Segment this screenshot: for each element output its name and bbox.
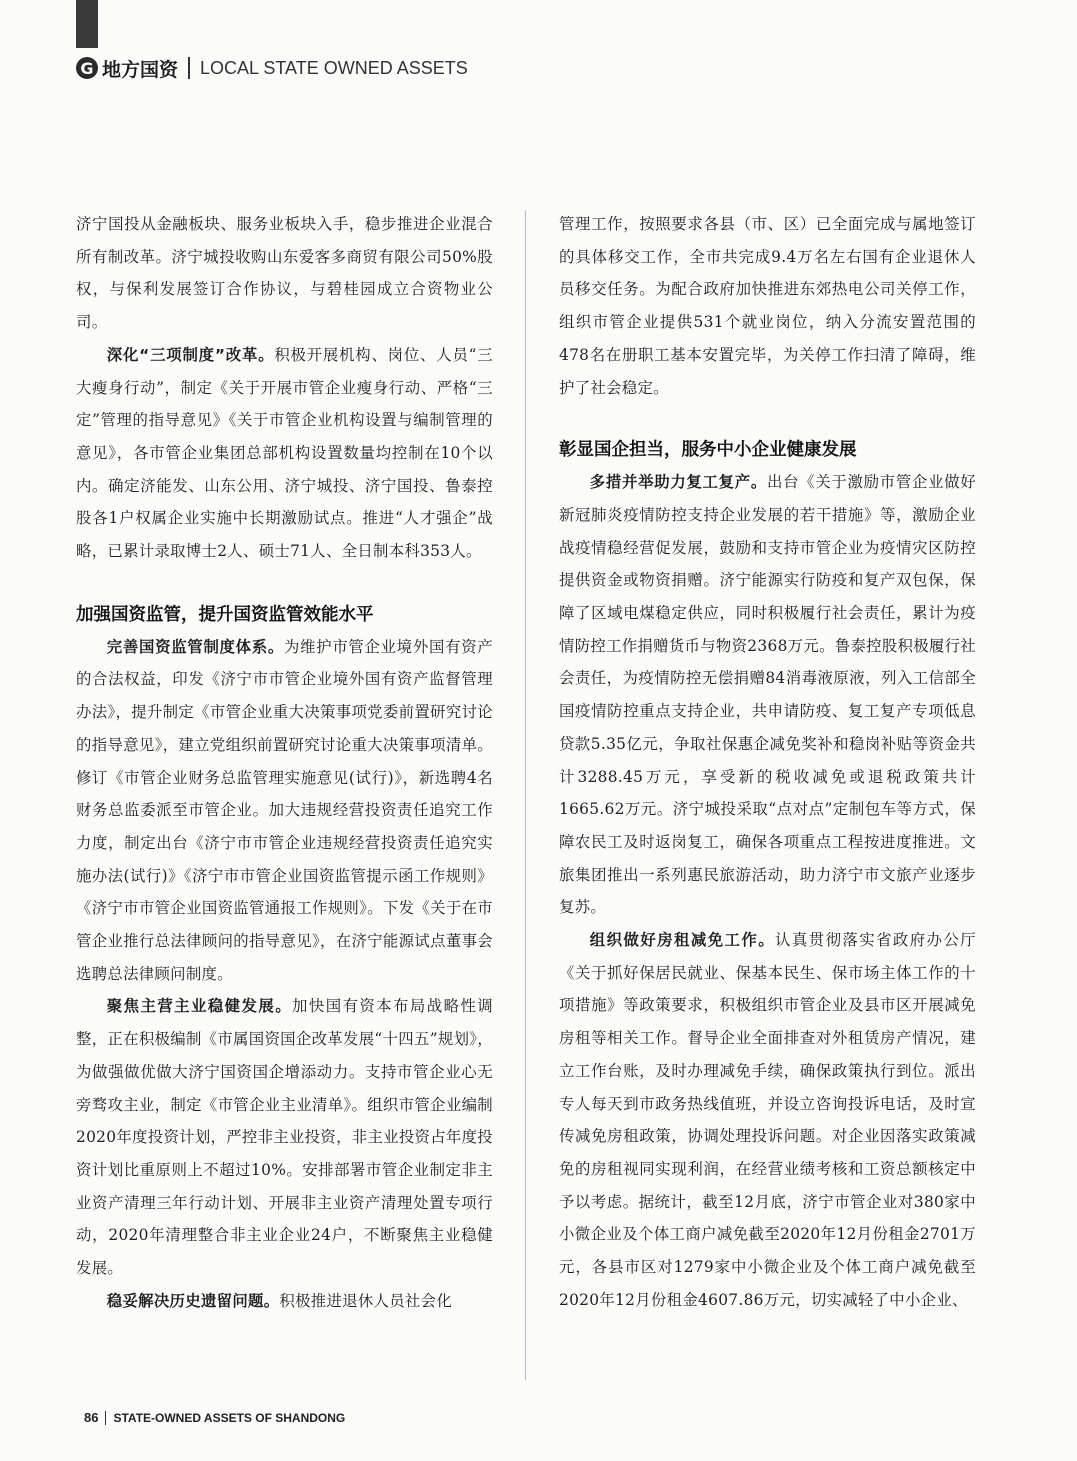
footer-divider [105,1411,106,1425]
paragraph-body: 加快国有资本布局战略性调整，正在积极编制《市属国资国企改革发展“十四五”规划》，为做强做优做大济宁国资国企增添动力。支持市管企业心无旁骛攻主业，制定《市管企业主业清单》。组织市管企业编制2020年度投资计划，严控非主业投资，非主业投资占年度投资计划比重原则上不超过10%。安排部署市管企业制定非主业资产清理三年行动计划、开展非主业资产清理处置专项行动，2020年清理整合非主业企业24户，不断聚焦主业稳健发展。 [76,997,493,1278]
section-header [76,52,468,84]
paragraph-lead: 组织做好房租减免工作。 [589,931,776,950]
paragraph [76,1285,493,1318]
spacer [559,404,976,434]
paragraph-body: 认真贯彻落实省政府办公厅《关于抓好保居民就业、保基本民生、保市场主体工作的十项措施》等政策要求，积极组织市管企业及县市区开展减免房租等相关工作。督导企业全面排查对外租赁房产情况，建立工作台账，及时办理减免手续，确保政策执行到位。派出专人每天到市政务热线值班，并设立咨询投诉电话，及时宣传减免房租政策，协调处理投诉问题。对企业因落实政策减免的房租视同实现利润，在经营业绩考核和工资总额核定中予以考虑。据统计，截至12月底，济宁市管企业对380家中小微企业及个体工商户减免截至2020年12月份租金2701万元，各县市区对1279家中小微企业及个体工商户减免截至2020年12月份租金4607.86万元，切实减轻了中小企业、 [559,931,976,1309]
section-title-cn: 地方国资 [102,58,179,81]
paragraph-body: 积极推进退休人员社会化 [279,1291,453,1310]
section-title-en: LOCAL STATE OWNED ASSETS [200,57,468,78]
top-tab-decoration [76,0,98,48]
spacer [76,568,493,599]
header-divider [188,57,190,79]
column-divider [525,210,526,1380]
magazine-logo-icon: G [76,57,98,79]
paragraph-lead: 稳妥解决历史遗留问题。 [106,1291,280,1310]
paragraph: 管理工作，按照要求各县（市、区）已全面完成与属地签订的具体移交工作，全市共完成9.4万名左右国有企业退休人员移交任务。为配合政府加快推进东郊热电公司关停工作，组织市管企业提供531个就业岗位，纳入分流安置范围的478名在册职工基本安置完毕，为关停工作扫清了障碍，维护了社会稳定。 [559,215,976,397]
paragraph [76,990,493,1284]
paragraph: 济宁国投从金融板块、服务业板块入手，稳步推进企业混合所有制改革。济宁城投收购山东爱客多商贸有限公司50%股权，与保利发展签订合作协议，与碧桂园成立合资物业公司。 [76,215,493,332]
paragraph-body: 为维护市管企业境外国有资产的合法权益，印发《济宁市市管企业境外国有资产监督管理办法》，提升制定《市管企业重大决策事项党委前置研究讨论的指导意见》，建立党组织前置研究讨论重大决策事项清单。修订《市管企业财务总监管理实施意见(试行)》，新选聘4名财务总监委派至市管企业。加大违规经营投资责任追究工作力度，制定出台《济宁市市管企业违规经营投资责任追究实施办法(试行)》《济宁市市管企业国资监管提示函工作规则》《济宁市市管企业国资监管通报工作规则》。下发《关于在市管企业推行总法律顾问的指导意见》，在济宁能源试点董事会选聘总法律顾问制度。 [76,637,493,983]
paragraph-lead: 多措并举助力复工复产。 [589,473,767,492]
subsection-heading: 彰显国企担当，服务中小企业健康发展 [559,440,857,461]
paragraph-lead: 完善国资监管制度体系。 [106,637,284,656]
paragraph-lead: 聚焦主营主业稳健发展。 [106,997,293,1016]
page-number: 86 [84,1410,99,1425]
paragraph [559,924,976,1316]
left-column [76,208,493,1318]
paragraph [559,466,976,924]
subsection-heading: 加强国资监管，提升国资监管效能水平 [76,604,374,625]
paragraph-body: 积极开展机构、岗位、人员“三大瘦身行动”，制定《关于开展市管企业瘦身行动、严格“三定”管理的指导意见》《关于市管企业机构设置与编制管理的意见》，各市管企业集团总部机构设置数量均控制在10个以内。确定济能发、山东公用、济宁城投、济宁国投、鲁泰控股各1户权属企业实施中长期激励试点。推进“人才强企”战略，已累计录取博士2人、硕士71人、全日制本科353人。 [76,345,493,561]
paragraph [76,339,493,568]
page-footer [84,1410,345,1425]
paragraph [76,631,493,991]
magazine-name: STATE-OWNED ASSETS OF SHANDONG [113,1410,346,1425]
right-column [559,208,976,1317]
paragraph-body: 出台《关于激励市管企业做好新冠肺炎疫情防控支持企业发展的若干措施》等，激励企业战疫情稳经营促发展，鼓励和支持市管企业为疫情灾区防控提供资金或物资捐赠。济宁能源实行防疫和复产双包保，保障了区域电煤稳定供应，同时积极履行社会责任，累计为疫情防控工作捐赠货币与物资2368万元。鲁泰控股积极履行社会责任，为疫情防控无偿捐赠84消毒液原液，列入工信部全国疫情防控重点支持企业，共申请防疫、复工复产专项低息贷款5.35亿元，争取社保惠企减免奖补和稳岗补贴等资金共计3288.45万元，享受新的税收减免或退税政策共计1665.62万元。济宁城投采取“点对点”定制包车等方式，保障农民工及时返岗复工，确保各项重点工程按进度推进。文旅集团推出一系列惠民旅游活动，助力济宁市文旅产业逐步复苏。 [559,473,976,917]
paragraph-lead: 深化“三项制度”改革。 [106,345,275,364]
